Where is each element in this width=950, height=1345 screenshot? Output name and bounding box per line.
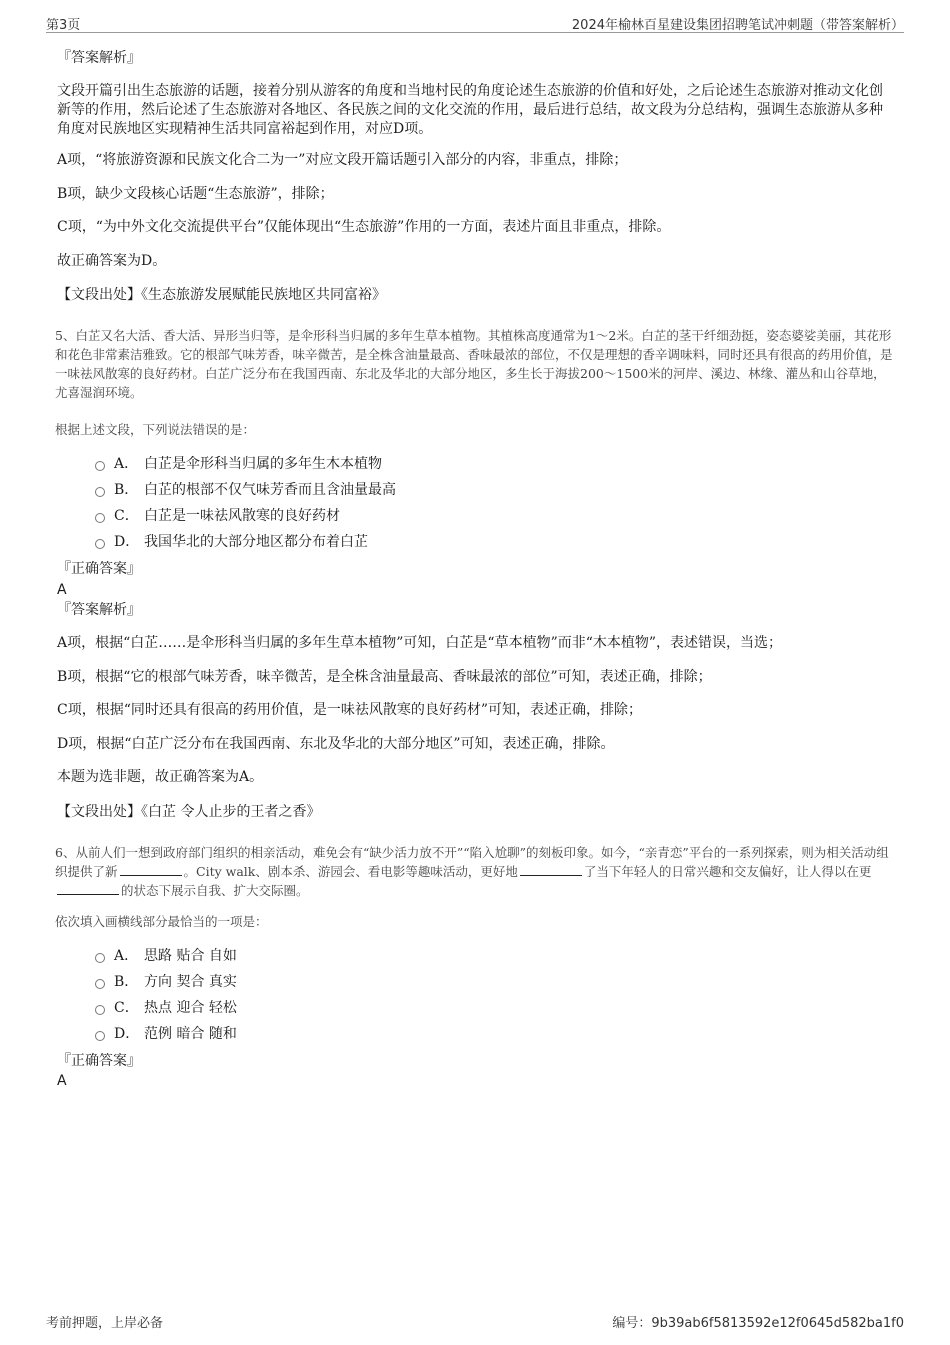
conclusion: 故正确答案为D。 bbox=[57, 253, 167, 269]
document-title: 2024年榆林百星建设集团招聘笔试冲刺题（带答案解析） bbox=[571, 18, 904, 33]
radio-icon[interactable] bbox=[95, 461, 105, 471]
page-footer bbox=[46, 1312, 904, 1332]
analysis-label: 『答案解析』 bbox=[57, 50, 141, 66]
radio-icon[interactable] bbox=[95, 979, 105, 989]
radio-icon[interactable] bbox=[95, 513, 105, 523]
radio-icon[interactable] bbox=[95, 1031, 105, 1041]
analysis-option-a: A项，“将旅游资源和民族文化合二为一”对应文段开篇话题引入部分的内容，非重点，排除； bbox=[57, 152, 628, 168]
footer-slogan: 考前押题，上岸必备 bbox=[46, 1316, 164, 1331]
blank-2 bbox=[520, 865, 582, 876]
radio-icon[interactable] bbox=[95, 487, 105, 497]
document-id: 编号：9b39ab6f5813592e12f0645d582ba1f0 bbox=[612, 1316, 904, 1331]
blank-1 bbox=[120, 865, 182, 876]
option-c[interactable]: C． 白芷是一味祛风散寒的良好药材 bbox=[95, 503, 396, 529]
page-number: 第3页 bbox=[46, 18, 81, 33]
analysis-option-b: B项，根据“它的根部气味芳香，味辛微苦，是全株含油量最高、香味最浓的部位”可知，表述正确，排除； bbox=[57, 669, 712, 685]
question-6-options bbox=[55, 943, 237, 1047]
conclusion: 本题为选非题，故正确答案为A。 bbox=[57, 769, 264, 785]
question-5-stem: 5、白芷又名大活、香大活、异形当归等，是伞形科当归属的多年生草本植物。其植株高度通常为1～2米。白芷的茎干纤细劲挺，姿态婆娑美丽，其花形和花色非常素洁雅致。它的根部气味芳香，味辛微苦，是全株含油量最高、香味最浓的部位，不仅是理想的香辛调味料，同时还具有很高的药用价值，是一味祛风散寒的良好药材。白芷广泛分布在我国西南、东北及华北的大部分地区，多生长于海拔200～1500米的河岸、溪边、林缘、灌丛和山谷草地，尤喜湿润环境。 bbox=[55, 328, 893, 400]
option-d[interactable]: D． 我国华北的大部分地区都分布着白芷 bbox=[95, 529, 396, 555]
question-6-stem: 6、从前人们一想到政府部门组织的相亲活动，难免会有“缺少活力放不开”“陷入尬聊”的刻板印象。如今，“亲青恋”平台的一系列探索，则为相关活动组织提供了新 。City walk、剧本杀、游园会、看电影等趣味活动，更好地 了当下年轻人的日常兴趣和交友偏好，让人得以在更的状态下展示自我、扩大交际圈。 bbox=[55, 845, 889, 898]
source-citation: 【文段出处】《生态旅游发展赋能民族地区共同富裕》 bbox=[57, 287, 386, 303]
option-b[interactable]: B． 方向 契合 真实 bbox=[95, 969, 237, 995]
blank-3 bbox=[57, 884, 119, 895]
analysis-option-a: A项，根据“白芷……是伞形科当归属的多年生草本植物”可知，白芷是“草本植物”而非“木本植物”，表述错误，当选； bbox=[57, 635, 783, 651]
analysis-option-c: C项，“为中外文化交流提供平台”仅能体现出“生态旅游”作用的一方面，表述片面且非重点，排除。 bbox=[57, 219, 671, 235]
radio-icon[interactable] bbox=[95, 1005, 105, 1015]
analysis-option-d: D项，根据“白芷广泛分布在我国西南、东北及华北的大部分地区”可知，表述正确，排除。 bbox=[57, 736, 615, 752]
answer-label: 『正确答案』 bbox=[57, 561, 141, 577]
question-5-prompt: 根据上述文段，下列说法错误的是： bbox=[55, 422, 256, 437]
analysis-paragraph: 文段开篇引出生态旅游的话题，接着分别从游客的角度和当地村民的角度论述生态旅游的价值和好处，之后论述生态旅游对推动文化创新等的作用，然后论述了生态旅游对各地区、各民族之间的文化交流的作用，最后进行总结，故文段为分总结构，强调生态旅游从多种角度对民族地区实现精神生活共同富裕起到作用，对应D项。 bbox=[57, 83, 883, 137]
correct-answer: A bbox=[57, 1073, 67, 1089]
source-citation: 【文段出处】《白芷 令人止步的王者之香》 bbox=[57, 804, 321, 820]
page-header bbox=[46, 10, 904, 33]
analysis-option-c: C项，根据“同时还具有很高的药用价值，是一味祛风散寒的良好药材”可知，表述正确，排除； bbox=[57, 702, 643, 718]
question-6-prompt: 依次填入画横线部分最恰当的一项是： bbox=[55, 914, 268, 929]
correct-answer: A bbox=[57, 582, 67, 598]
answer-label: 『正确答案』 bbox=[57, 1053, 141, 1069]
radio-icon[interactable] bbox=[95, 953, 105, 963]
option-a[interactable]: A． 白芷是伞形科当归属的多年生木本植物 bbox=[95, 451, 396, 477]
analysis-label: 『答案解析』 bbox=[57, 602, 141, 618]
option-b[interactable]: B． 白芷的根部不仅气味芳香而且含油量最高 bbox=[95, 477, 396, 503]
radio-icon[interactable] bbox=[95, 539, 105, 549]
option-d[interactable]: D． 范例 暗合 随和 bbox=[95, 1021, 237, 1047]
option-a[interactable]: A． 思路 贴合 自如 bbox=[95, 943, 237, 969]
question-5-options bbox=[55, 451, 396, 555]
option-c[interactable]: C． 热点 迎合 轻松 bbox=[95, 995, 237, 1021]
analysis-option-b: B项，缺少文段核心话题“生态旅游”，排除； bbox=[57, 186, 334, 202]
